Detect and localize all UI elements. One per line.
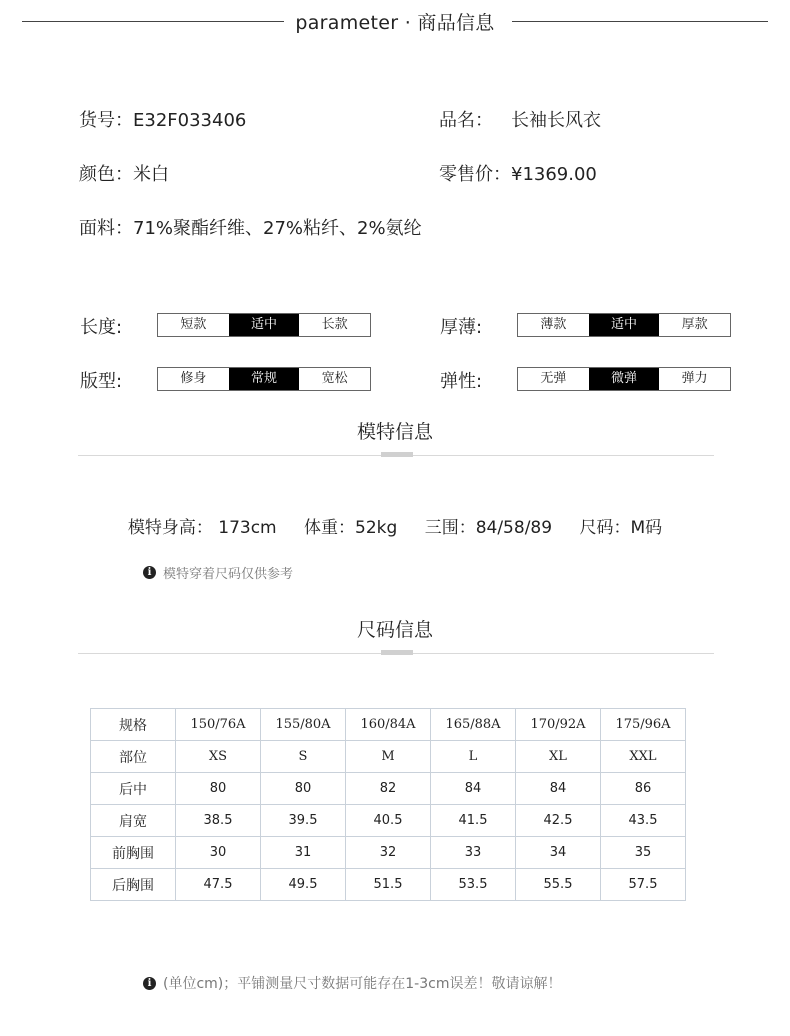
sku-info [79, 106, 246, 132]
model-stats [0, 513, 790, 538]
model-weight: 体重：52kg [304, 518, 398, 538]
row-header: 后中 [91, 773, 176, 805]
table-cell: 34 [516, 837, 601, 869]
model-measurements: 三围：84/58/89 [424, 518, 553, 538]
price-label: 零售价： [439, 164, 511, 185]
fabric-info [79, 214, 422, 240]
attr-option[interactable]: 无弹 [540, 371, 567, 386]
attr-selector-elasticity [517, 367, 731, 391]
attr-option[interactable]: 薄款 [540, 317, 567, 332]
size-footnote [143, 973, 561, 993]
attr-option[interactable]: 长款 [321, 317, 348, 332]
info-icon: i [143, 566, 156, 579]
fabric-label: 面料： [79, 218, 133, 239]
table-cell: 35 [601, 837, 686, 869]
attr-label-thickness: 厚薄: [440, 317, 483, 338]
table-cell: S [261, 741, 346, 773]
size-table [90, 708, 686, 901]
size-section-title: 尺码信息 [356, 619, 433, 641]
color-value: 米白 [133, 164, 169, 185]
table-cell: XXL [601, 741, 686, 773]
table-row [91, 837, 686, 869]
attr-option[interactable]: 弹力 [681, 371, 708, 386]
table-cell: 150/76A [176, 709, 261, 741]
table-cell: 84 [431, 773, 516, 805]
table-cell: 84 [516, 773, 601, 805]
table-cell: 57.5 [601, 869, 686, 901]
attr-selector-thickness [517, 313, 731, 337]
model-size: 尺码：M码 [579, 518, 663, 538]
table-cell: 49.5 [261, 869, 346, 901]
product-name-label: 品名： [439, 110, 493, 131]
table-row [91, 805, 686, 837]
table-cell: 42.5 [516, 805, 601, 837]
attr-option[interactable]: 宽松 [321, 371, 348, 386]
attr-option[interactable]: 短款 [180, 317, 207, 332]
table-cell: M [346, 741, 431, 773]
sku-label: 货号： [79, 110, 133, 131]
table-cell: 32 [346, 837, 431, 869]
row-header: 肩宽 [91, 805, 176, 837]
attr-selector-fit [157, 367, 371, 391]
product-name-info [439, 106, 601, 132]
price-value: ¥1369.00 [511, 164, 597, 185]
table-cell: 33 [431, 837, 516, 869]
row-header: 规格 [91, 709, 176, 741]
table-row [91, 741, 686, 773]
table-cell: XS [176, 741, 261, 773]
table-cell: 160/84A [346, 709, 431, 741]
color-info [79, 160, 169, 186]
attr-label-fit: 版型: [80, 371, 123, 392]
attr-label-length: 长度: [80, 317, 123, 338]
table-cell: 170/92A [516, 709, 601, 741]
table-cell: 38.5 [176, 805, 261, 837]
table-cell: 53.5 [431, 869, 516, 901]
model-height: 模特身高： 173cm [127, 518, 277, 538]
attr-option-selected[interactable]: 常规 [229, 368, 300, 390]
table-cell: 43.5 [601, 805, 686, 837]
model-section-title: 模特信息 [356, 421, 433, 443]
table-cell: 155/80A [261, 709, 346, 741]
table-cell: XL [516, 741, 601, 773]
table-cell: 82 [346, 773, 431, 805]
table-row [91, 709, 686, 741]
table-cell: 165/88A [431, 709, 516, 741]
row-header: 后胸围 [91, 869, 176, 901]
table-cell: 175/96A [601, 709, 686, 741]
price-info [439, 160, 597, 186]
size-section-marker [381, 650, 413, 655]
model-note-text: 模特穿着尺码仅供参考 [163, 567, 294, 582]
table-cell: 55.5 [516, 869, 601, 901]
attr-option-selected[interactable]: 适中 [229, 314, 300, 336]
table-cell: 47.5 [176, 869, 261, 901]
attr-option-selected[interactable]: 微弹 [589, 368, 660, 390]
attr-selector-length [157, 313, 371, 337]
row-header: 部位 [91, 741, 176, 773]
table-cell: 41.5 [431, 805, 516, 837]
color-label: 颜色： [79, 164, 133, 185]
attr-option[interactable]: 厚款 [681, 317, 708, 332]
table-cell: 39.5 [261, 805, 346, 837]
table-row [91, 773, 686, 805]
table-cell: 86 [601, 773, 686, 805]
attr-option[interactable]: 修身 [180, 371, 207, 386]
sku-value: E32F033406 [133, 110, 247, 131]
table-cell: 30 [176, 837, 261, 869]
product-name-value: 长袖长风衣 [511, 110, 601, 131]
row-header: 前胸围 [91, 837, 176, 869]
table-cell: 31 [261, 837, 346, 869]
model-section-marker [381, 452, 413, 457]
table-cell: 80 [261, 773, 346, 805]
table-cell: 40.5 [346, 805, 431, 837]
table-cell: 80 [176, 773, 261, 805]
table-row [91, 869, 686, 901]
size-footnote-text: (单位cm)；平铺测量尺寸数据可能存在1-3cm误差！敬请谅解！ [163, 976, 562, 992]
attr-option-selected[interactable]: 适中 [589, 314, 660, 336]
info-icon: i [143, 977, 156, 990]
model-note [143, 563, 293, 582]
table-cell: L [431, 741, 516, 773]
attr-label-elasticity: 弹性: [440, 371, 483, 392]
table-cell: 51.5 [346, 869, 431, 901]
fabric-value: 71%聚酯纤维、27%粘纤、2%氨纶 [133, 218, 422, 239]
header-title: parameter · 商品信息 [295, 12, 495, 34]
